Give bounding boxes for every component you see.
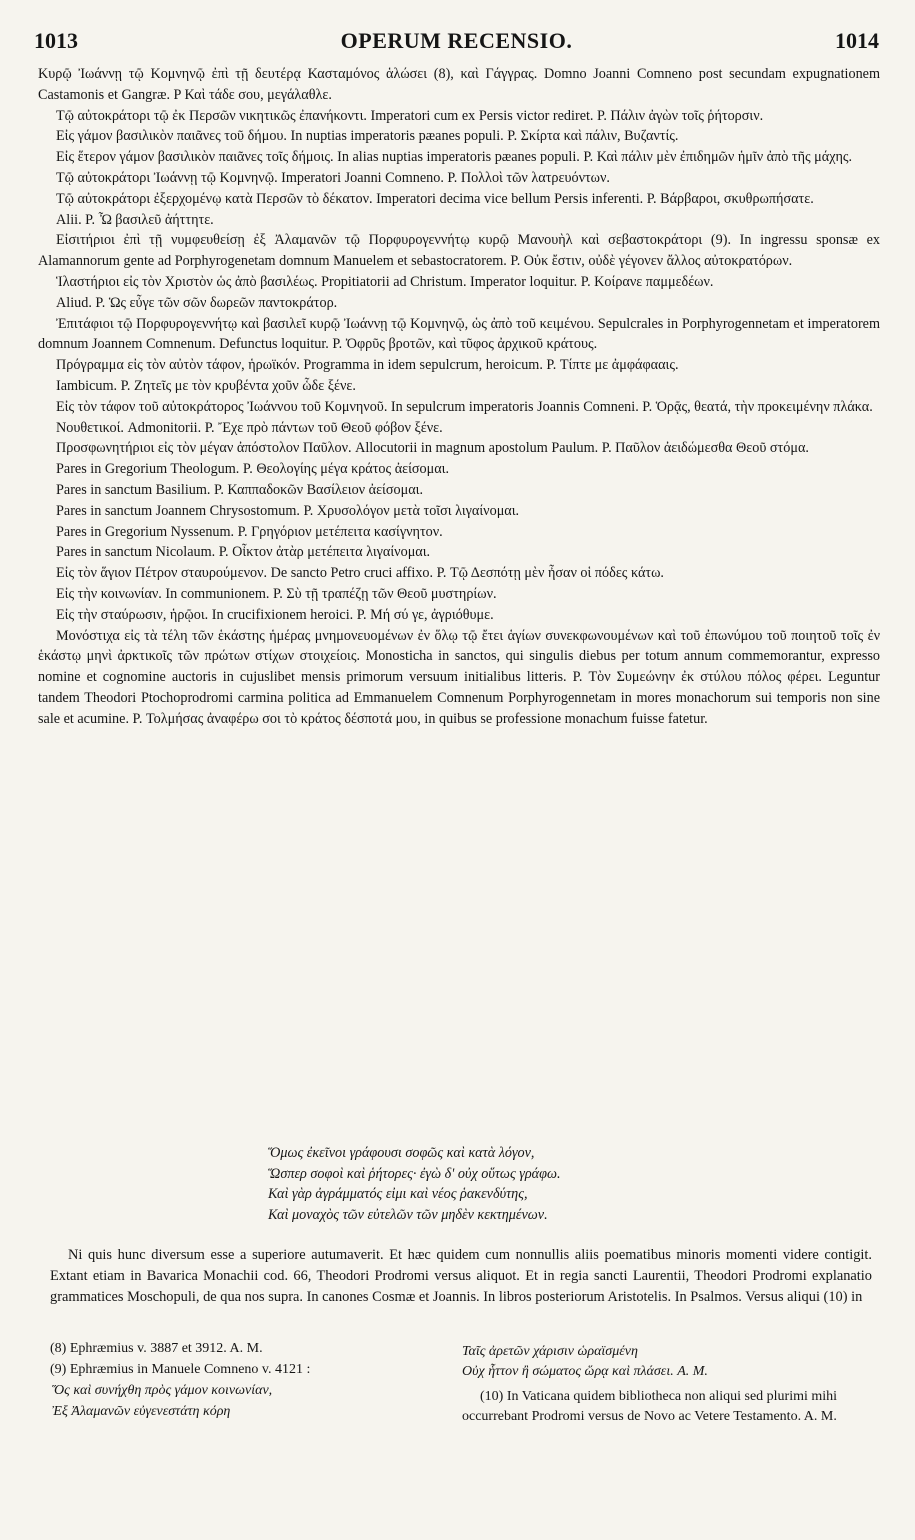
entry: Μονόστιχα εἰς τὰ τέλη τῶν ἑκάστης ἡμέρας μνημονευομένων ἐν ὅλῳ τῷ ἔτει ἁγίων συνεκφωνουμένων καὶ τοῦ ἐπωνύμου τοῦ ποιητοῦ τοῖς ἐν ἑκάστῳ μηνὶ ἀρκτικοῖς τῶν πρώτων στίχων στοιχείοις. Monosticha in sanctos, qui singulis diebus per totum annum commemorantur, expresso nomine et cognomine auctoris in cujuslibet mensis primorum versuum initialibus litteris. P. Τὸν Συμεώνην ἐκ στύλου πόλος φέρει. Leguntur tandem Theodori Ptochoprodromi carmina politica ad Emmanuelem Comnenum Porphyrogennetam in mores monachorum sui temporis non sine sale et acumine. P. Τολμήσας ἀναφέρω σοι τὸ κράτος δέσποτά μου, in quibus se professione monachum fuisse fatetur. (38, 627, 880, 727)
entry: Τῷ αὐτοκράτορι Ἰωάννῃ τῷ Κομνηνῷ. Imperatori Joanni Comneno. P. Πολλοὶ τῶν λατρευόντων. (56, 169, 610, 186)
footnote-8: (8) Ephræmius v. 3887 et 3912. A. M. (50, 1341, 263, 1356)
poem-line: Καὶ γὰρ ἀγράμματός εἰμι καὶ νέος ῥακενδύτης, (268, 1186, 528, 1202)
footnote-quote-line: Οὐχ ἧττον ἢ σώματος ὥρᾳ καὶ πλάσει. A. M. (462, 1363, 708, 1379)
entry: Εἰσιτήριοι ἐπὶ τῇ νυμφευθείσῃ ἐξ Ἀλαμανῶν τῷ Πορφυρογεννήτῳ κυρῷ Μανουὴλ καὶ σεβαστοκράτορι (9). In ingressu sponsæ ex Alamannorum gente ad Porphyrogenetam domnum Manuelem et sebastocratorem. P. Οὐκ ἔστιν, οὐδὲ γέγονεν ἄλλος αὐτοκρατόρων. (38, 232, 880, 270)
entry: Pares in sanctum Basilium. P. Καππαδοκῶν Βασίλειον ἀείσομαι. (56, 481, 423, 498)
poem-quotation (268, 1143, 748, 1225)
entry: Νουθετικοί. Admonitorii. P. Ἔχε πρὸ πάντων τοῦ Θεοῦ φόβον ξένε. (56, 419, 443, 436)
entry: Aliud. P. Ὡς εὖγε τῶν σῶν δωρεῶν παντοκράτορ. (56, 294, 338, 311)
entry: Εἰς ἕτερον γάμον βασιλικὸν παιᾶνες τοῖς δήμοις. In alias nuptias imperatoris pæanes populi. P. Καὶ πάλιν μὲν ἐπιδημῶν ἡμῖν ἀπὸ τῆς μάχης. (56, 149, 853, 166)
entry: Pares in sanctum Nicolaum. P. Οἶκτον ἀτὰρ μετέπειτα λιγαίνομαι. (56, 544, 431, 561)
entry: Ἐπιτάφιοι τῷ Πορφυρογεννήτῳ καὶ βασιλεῖ κυρῷ Ἰωάννῃ τῷ Κομνηνῷ, ὡς ἀπὸ τοῦ κειμένου. Sepulcrales in Porphyrogennetam et imperatorem domnum Joannem Comnenum. Defunctus loquitur. P. Ὀφρῦς βροτῶν, καὶ τῦφος ἀρχικοῦ κράτους. (38, 315, 880, 353)
entry: Pares in sanctum Joannem Chrysostomum. P. Χρυσολόγον μετὰ τοῖσι λιγαίνομαι. (56, 502, 520, 519)
entry: Εἰς τὴν σταύρωσιν, ἡρῷοι. In crucifixionem heroici. P. Μή σύ γε, ἀγριόθυμε. (56, 606, 494, 623)
footnote-9: (9) Ephræmius in Manuele Comneno v. 4121 : (50, 1362, 311, 1377)
poem-line: Ὥσπερ σοφοὶ καὶ ῥήτορες· ἐγὼ δ' οὐχ οὕτως γράφω. (268, 1165, 561, 1182)
entry: Pares in Gregorium Nyssenum. P. Γρηγόριον μετέπειτα κασίγνητον. (56, 523, 443, 540)
entry: Τῷ αὐτοκράτορι ἐξερχομένῳ κατὰ Περσῶν τὸ δέκατον. Imperatori decima vice bellum Persis inferenti. P. Βάρβαροι, σκυθρωπήσατε. (56, 190, 814, 207)
entry: Εἰς γάμον βασιλικὸν παιᾶνες τοῦ δήμου. In nuptias imperatoris pæanes populi. P. Σκίρτα καὶ πάλιν, Βυζαντίς. (56, 128, 679, 145)
running-title: OPERUM RECENSIO. (340, 28, 573, 53)
entry: Εἰς τὸν τάφον τοῦ αὐτοκράτορος Ἰωάννου τοῦ Κομνηνοῦ. In sepulcrum imperatoris Joannis Comneni. P. Ὁρᾷς, θεατά, τὴν προκειμένην πλάκα. (56, 398, 873, 415)
footnote-quote-line: Ὅς καὶ συνήχθη πρὸς γάμον κοινωνίαν, (52, 1383, 273, 1398)
entry-list (38, 64, 880, 730)
footnote-quote-line: Ταῖς ἀρετῶν χάρισιν ὡραϊσμένη (462, 1344, 638, 1359)
poem-line: Καὶ μοναχὸς τῶν εὐτελῶν τῶν μηδὲν κεκτημένων. (268, 1206, 548, 1223)
footnotes-left (50, 1338, 450, 1422)
entry: Προσφωνητήριοι εἰς τὸν μέγαν ἀπόστολον Παῦλον. Allocutorii in magnum apostolum Paulum. P. Παῦλον ἀειδώμεσθα Θεοῦ στόμα. (56, 440, 809, 457)
footnote-10: (10) In Vaticana quidem bibliotheca non aliqui sed plurimi mihi occurrebant Prodromi versus de Novo ac Vetere Testamento. A. M. (462, 1389, 838, 1424)
entry: Τῷ αὐτοκράτορι τῷ ἐκ Περσῶν νικητικῶς ἐπανήκοντι. Imperatori cum ex Persis victor rediret. P. Πάλιν ἀγὼν τοῖς ῥήτορσιν. (56, 107, 764, 124)
footnotes-right (462, 1342, 882, 1426)
page-header (34, 28, 879, 58)
entry: Εἰς τὴν κοινωνίαν. In communionem. P. Σὺ τῇ τραπέζῃ τῶν Θεοῦ μυστηρίων. (56, 585, 497, 602)
page-number-right: 1014 (835, 28, 879, 53)
closing-paragraph: Ni quis hunc diversum esse a superiore autumaverit. Et hæc quidem cum nonnullis aliis poematibus minoris momenti videre contigit. Extant etiam in Bavarica Monachii cod. 66, Theodori Prodromi versus aliquot. Et in regia sancti Laurentii, Theodori Prodromi explanatio grammatices Moschopuli, de qua nos supra. In canones Cosmæ et Joannis. In libros posteriorum Aristotelis. In Psalmos. Versus aliqui (10) in (50, 1247, 872, 1305)
entry: Ἱλαστήριοι εἰς τὸν Χριστὸν ὡς ἀπὸ βασιλέως. Propitiatorii ad Christum. Imperator loquitur. P. Κοίρανε παμμεδέων. (56, 273, 714, 290)
entry: Πρόγραμμα εἰς τὸν αὐτὸν τάφον, ἡρωϊκόν. Programma in idem sepulcrum, heroicum. P. Τίπτε με ἀμφάφααις. (56, 357, 679, 374)
entry: Κυρῷ Ἰωάννῃ τῷ Κομνηνῷ ἐπὶ τῇ δευτέρᾳ Κασταμόνος ἁλώσει (8), καὶ Γάγγρας. Domno Joanni Comneno post secundam expugnationem Castamonis et Gangræ. P Καὶ τάδε σου, μεγάλαθλε. (38, 66, 880, 103)
footnote-quote-line: Ἐξ Ἀλαμανῶν εὐγενεστάτη κόρη (52, 1404, 231, 1419)
entry: Alii. P. Ὦ βασιλεῦ ἀήττητε. (56, 211, 214, 228)
entry: Iambicum. P. Ζητεῖς με τὸν κρυβέντα χοῦν ὧδε ξένε. (56, 377, 356, 394)
entry: Pares in Gregorium Theologum. P. Θεολογίης μέγα κράτος ἀείσομαι. (56, 461, 450, 478)
page-number-left: 1013 (34, 28, 78, 53)
entry: Εἰς τὸν ἅγιον Πέτρον σταυρούμενον. De sancto Petro cruci affixo. P. Τῷ Δεσπότῃ μὲν ἦσαν οἱ πόδες κάτω. (56, 565, 664, 582)
poem-line: Ὅμως ἐκεῖνοι γράφουσι σοφῶς καὶ κατὰ λόγον, (268, 1145, 535, 1161)
